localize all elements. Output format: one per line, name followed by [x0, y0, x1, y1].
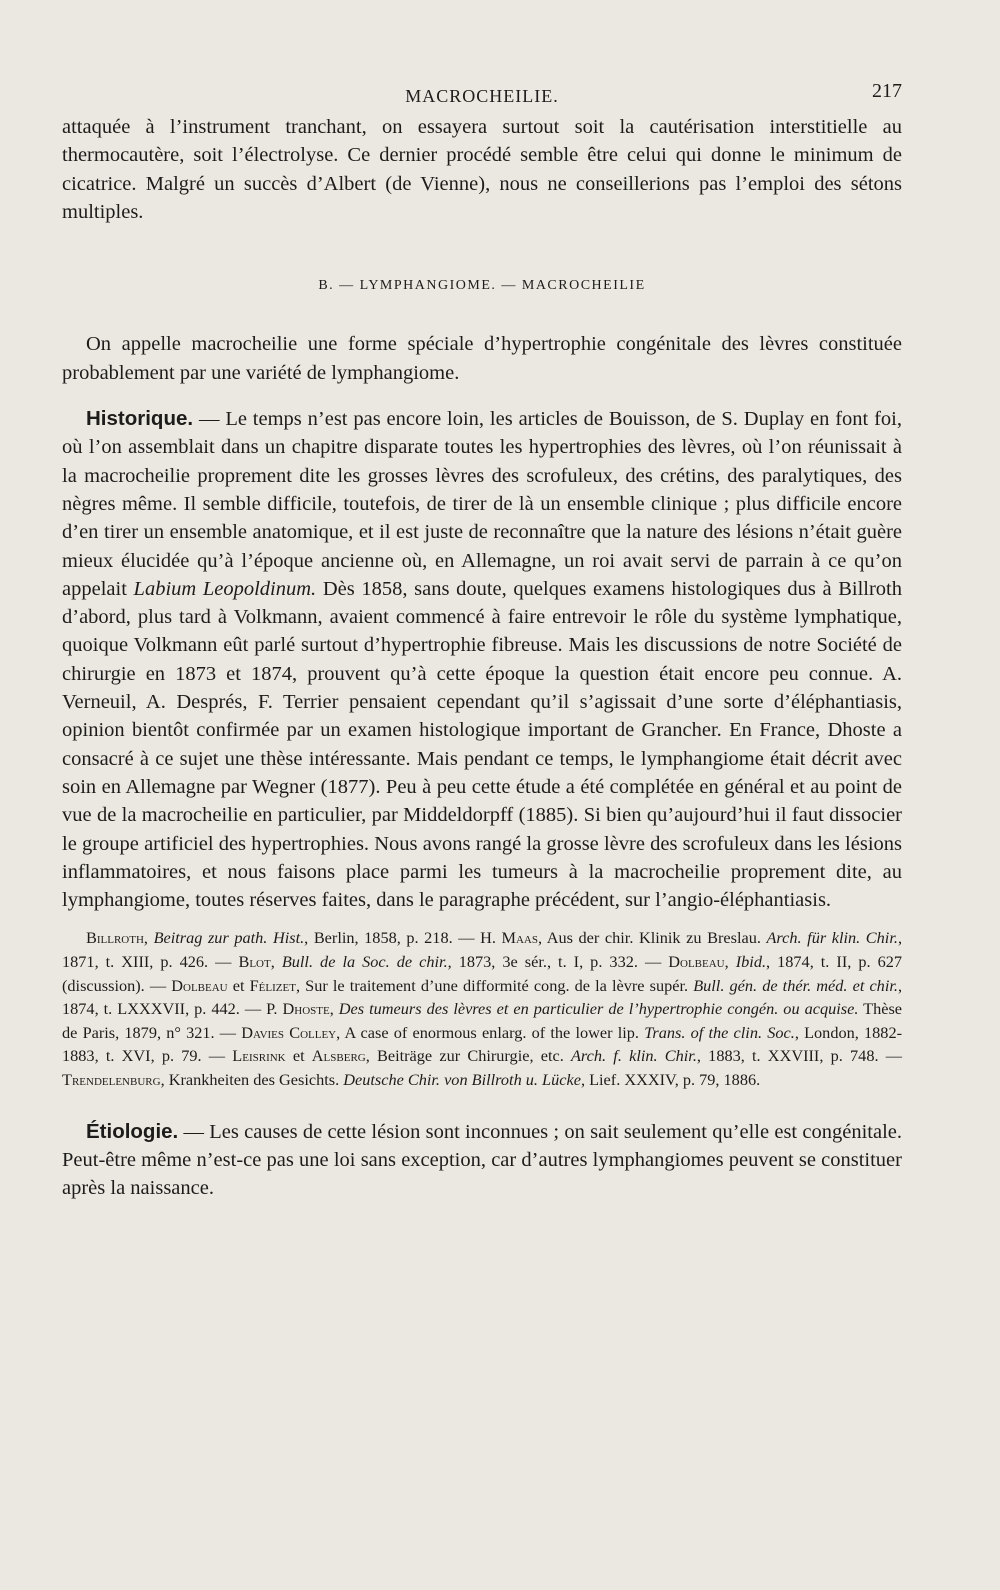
reference-author: Blot — [238, 952, 271, 972]
reference-text: , 1874, t. LXXXVII, p. 442. — P. — [62, 975, 903, 1019]
historique-heading: Historique. — [86, 407, 194, 431]
historique-text-part1: — Le temps n’est pas encore loin, les articles de Bouisson, de S. Duplay en font foi, où l’on assemblait dans un chapitre disparate toutes les hypertrophies des lèvres, où l’on réunissait à la macrocheilie proprement dite les grosses lèvres des scrofuleux, des crétins, des paralytiques, des nègres même. Il semble difficile, toutefois, de tirer de là un ensemble clinique ; plus difficile encore d’en tirer un ensemble anatomique, et il est juste de reconnaître que la nature des lésions n’était guère mieux élucidée qu’à l’époque ancienne où, en Allemagne, un roi avait servi de parrain à ce qu’on appelait — [62, 408, 902, 600]
reference-text: , 1873, 3e sér., t. I, p. 332. — — [447, 952, 669, 972]
reference-text: , — [724, 952, 736, 972]
reference-text: , Sur le traitement d’une difformité cong. de la lèvre supér. — [295, 975, 694, 995]
definition-paragraph: On appelle macrocheilie une forme spéciale d’hypertrophie congénitale des lèvres constituée probablement par une variété de lymphangiome. — [62, 333, 902, 384]
etiologie-text: — Les causes de cette lésion sont inconnues ; on sait seulement qu’elle est congénitale. Peut-être même n’est-ce pas une loi sans exception, car d’autres lymphangiomes peuvent se constituer après la naissance. — [62, 1120, 902, 1200]
reference-text: , 1883, t. XXVIII, p. 748. — — [696, 1046, 903, 1066]
reference-author: Billroth — [86, 928, 144, 948]
reference-text: , Krankheiten des Gesichts. — [160, 1069, 344, 1089]
reference-author: Trendelenburg — [62, 1069, 161, 1089]
bibliography — [62, 926, 902, 1091]
reference-text: et — [227, 975, 250, 995]
historique-text-part2: Dès 1858, sans doute, quelques examens histologiques dus à Billroth d’abord, plus tard à Volkmann, avaient commencé à faire entrevoir le rôle du système lymphatique, quoique Volkmann eût parlé surtout d’hypertrophie fibreuse. Mais les discussions de notre Société de chirurgie en 1873 et 1874, prouvent qu’à cette époque la question était encore peu connue. A. Verneuil, A. Després, F. Terrier pensaient cependant qu’il s’agissait d’une sorte d’éléphantiasis, opinion bientôt confirmée par un examen histologique important de Grancher. En France, Dhoste a consacré à ce sujet une thèse intéressante. Mais pendant ce temps, le lymphangiome était décrit avec soin en Allemagne par Wegner (1877). Peu à peu cette étude a été complétée en général et au point de vue de la macrocheilie en particulier, par Middeldorpff (1885). Si bien qu’aujourd’hui il faut dissocier le groupe artificiel des hypertrophies. Nous avons rangé la grosse lèvre des scrofuleux dans les lésions inflammatoires, et nous faisons place parmi les tumeurs à la macrocheilie proprement dite, au lymphangiome, toutes réserves faites, dans le paragraphe précédent, sur l’angio-éléphantiasis. — [62, 577, 902, 912]
reference-text: , — [270, 952, 282, 972]
reference-title: Deutsche Chir. von Billroth u. Lücke — [343, 1069, 581, 1089]
reference-author: Dolbeau — [668, 952, 725, 972]
reference-text: , A case of enormous enlarg. of the lower lip. — [336, 1022, 645, 1042]
reference-text: , London, 1882-1883, t. XVI, p. 79. — — [62, 1022, 903, 1066]
page-number: 217 — [872, 80, 902, 102]
reference-text: , Aus der chir. Klinik zu Breslau. — [537, 928, 767, 948]
reference-author: Leisrink — [232, 1046, 286, 1066]
reference-author: Félizet — [249, 975, 296, 995]
reference-text: , — [329, 999, 339, 1019]
reference-title: Bull. gén. de thér. méd. et chir. — [693, 975, 898, 995]
historique-paragraph — [62, 405, 902, 914]
intro-paragraph: attaquée à l’instrument tranchant, on essayera surtout soit la cautérisation interstitielle au thermocautère, soit l’électrolyse. Ce dernier procédé semble être celui qui donne le minimum de cicatrice. Malgré un succès d’Albert (de Vienne), nous ne conseillerions pas l’emploi des sétons multiples. — [62, 116, 902, 223]
reference-author: Dhoste — [282, 999, 330, 1019]
reference-title: Des tumeurs des lèvres et en particulier de l’hypertrophie congén. ou acquise. — [338, 999, 859, 1019]
reference-text: , 1871, t. XIII, p. 426. — — [62, 928, 903, 972]
reference-title: Beitrag zur path. Hist. — [153, 928, 305, 948]
reference-text: , Lief. XXXIV, p. 79, 1886. — [580, 1069, 761, 1089]
reference-text: , — [143, 928, 154, 948]
reference-title: Arch. für klin. Chir. — [766, 928, 898, 948]
reference-author: Dolbeau — [171, 975, 228, 995]
page-header — [62, 80, 902, 112]
bibliography-paragraph — [62, 926, 902, 1091]
etiologie-heading: Étiologie. — [86, 1119, 179, 1143]
reference-author: Maas — [501, 928, 538, 948]
reference-text: et — [285, 1046, 312, 1066]
reference-author: Alsberg — [311, 1046, 366, 1066]
reference-title: Arch. f. klin. Chir. — [570, 1046, 697, 1066]
reference-title: Bull. de la Soc. de chir. — [281, 952, 448, 972]
running-title: MACROCHEILIE. — [405, 86, 559, 106]
etiologie-paragraph — [62, 1118, 902, 1203]
page-body — [62, 113, 902, 1202]
historique-italic-term: Labium Leopoldinum. — [133, 577, 317, 600]
section-heading: B. — LYMPHANGIOME. — MACROCHEILIE — [318, 278, 646, 294]
reference-title: Ibid. — [735, 952, 767, 972]
reference-text: , 1874, t. II, p. 627 (discussion). — — [62, 952, 903, 995]
reference-text: , Beiträge zur Chirurgie, etc. — [365, 1046, 571, 1066]
reference-title: Trans. of the clin. Soc. — [644, 1022, 795, 1042]
reference-text: Thèse de Paris, 1879, n° 321. — — [62, 999, 903, 1042]
reference-text: , Berlin, 1858, p. 218. — H. — [304, 928, 502, 948]
reference-author: Davies Colley — [241, 1022, 337, 1042]
